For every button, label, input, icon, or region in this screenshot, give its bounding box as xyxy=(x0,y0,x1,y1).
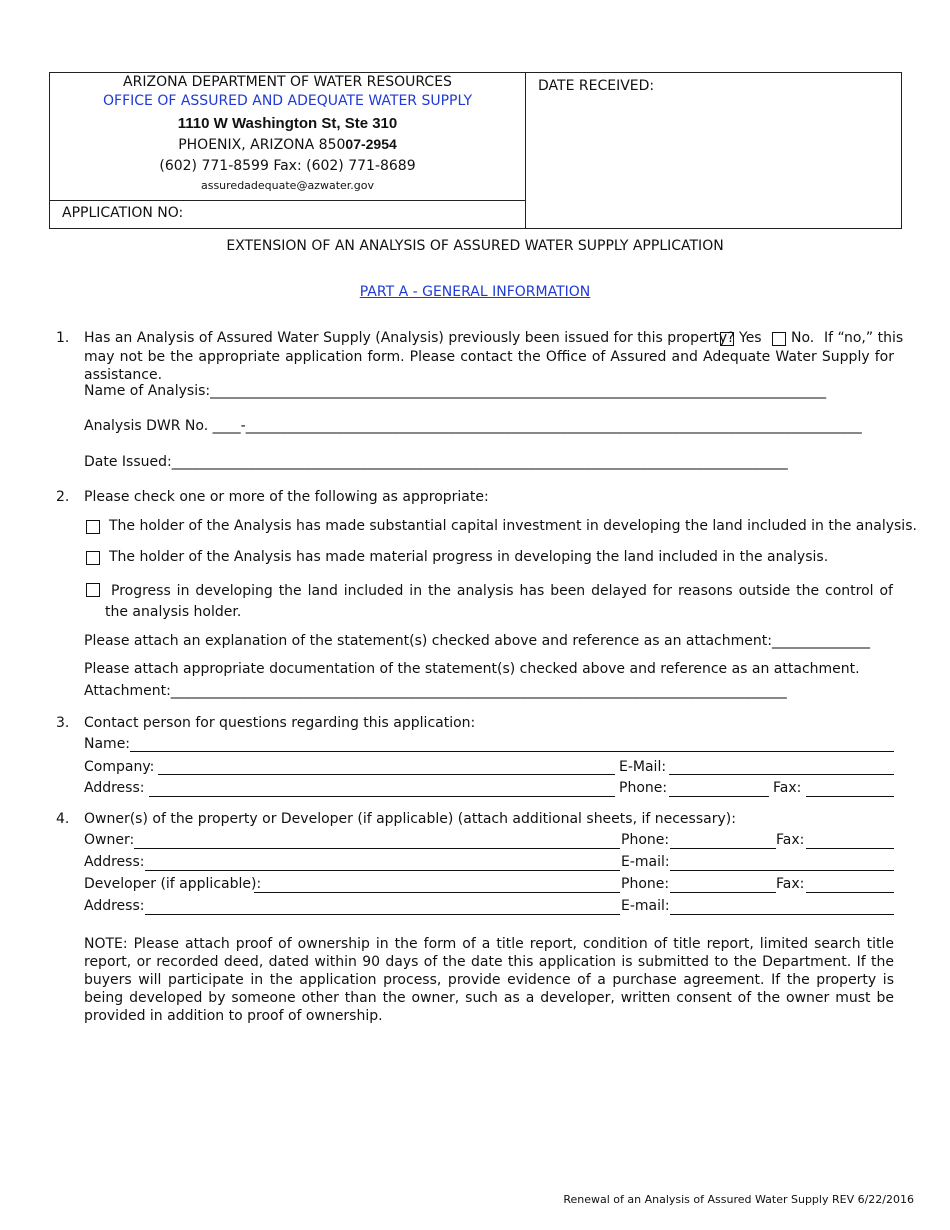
q2-option1-label: The holder of the Analysis has made substantial capital investment in developing the land included in the analysis. xyxy=(109,518,917,534)
q2-option2-checkbox[interactable] xyxy=(86,551,100,565)
ownership-note: NOTE: Please attach proof of ownership in the form of a title report, condition of title report, limited search title report, or recorded deed, dated within 90 days of the date this application is submitted to the Department. If the buyers will participate in the application process, provide evidence of a purchase agreement. If the property is being developed by someone other than the owner, such as a developer, written consent of the owner must be provided in addition to proof of ownership. xyxy=(84,936,894,1024)
q3-company-field[interactable] xyxy=(158,774,615,775)
q1-no-checkbox[interactable] xyxy=(772,332,786,346)
q3-number: 3. xyxy=(56,715,70,731)
q4-owner-email-label: E-mail: xyxy=(621,854,670,870)
q4-owner-address-field[interactable] xyxy=(145,870,620,871)
application-no-box[interactable] xyxy=(50,200,526,229)
q1-date-issued xyxy=(84,454,872,470)
q4-developer-fax-label: Fax: xyxy=(776,876,805,892)
city-prefix: PHOENIX, ARIZONA 850 xyxy=(178,137,346,153)
date-received-box[interactable] xyxy=(525,73,901,228)
q4-owner-phone-field[interactable] xyxy=(670,848,776,849)
q2-explanation-line[interactable]: Please attach an explanation of the statement(s) checked above and reference as an attachment:______________ xyxy=(84,633,870,649)
q3-fax-field[interactable] xyxy=(806,796,894,797)
q1-dwr-field[interactable]: ________________________________________________________________________________________ xyxy=(245,418,862,434)
q1-question: Has an Analysis of Assured Water Supply (Analysis) previously been issued for this property? xyxy=(84,330,735,346)
q3-email-label: E-Mail: xyxy=(619,759,667,775)
q1-dwr-no xyxy=(84,418,894,434)
q2-option2-label: The holder of the Analysis has made material progress in developing the land included in the analysis. xyxy=(109,549,829,565)
application-no-label: APPLICATION NO: xyxy=(62,205,184,221)
q1-if-no: If “no,” this xyxy=(824,330,904,346)
phone-fax: (602) 771-8599 Fax: (602) 771-8689 xyxy=(159,158,416,174)
q1-number: 1. xyxy=(56,330,70,346)
date-received-label: DATE RECEIVED: xyxy=(538,78,655,94)
q2-docs-line: Please attach appropriate documentation of the statement(s) checked above and reference as an attachment. xyxy=(84,661,860,677)
q2-number: 2. xyxy=(56,489,70,505)
q3-email-field[interactable] xyxy=(669,774,894,775)
part-a-label: PART A - GENERAL INFORMATION xyxy=(359,284,591,300)
q4-owner-fax-field[interactable] xyxy=(806,848,894,849)
q1-date-field[interactable]: ________________________________________________________________________________________ xyxy=(171,454,788,470)
office-name: OFFICE OF ASSURED AND ADEQUATE WATER SUPPLY xyxy=(103,93,472,109)
q4-developer-email-label: E-mail: xyxy=(621,898,670,914)
agency-block xyxy=(50,73,526,200)
q2-option3-checkbox[interactable] xyxy=(86,583,100,597)
q4-owner-phone-label: Phone: xyxy=(621,832,670,848)
q4-owner-address-label: Address: xyxy=(84,854,145,870)
q2-option1-checkbox[interactable] xyxy=(86,520,100,534)
q4-owner-label: Owner: xyxy=(84,832,135,848)
q2-attachment-field[interactable]: ________________________________________________________________________________________ xyxy=(170,683,787,699)
q4-developer-field[interactable] xyxy=(254,892,620,893)
form-title: EXTENSION OF AN ANALYSIS OF ASSURED WATER SUPPLY APPLICATION xyxy=(226,238,724,254)
header-box xyxy=(49,72,902,229)
form-footer: Renewal of an Analysis of Assured Water Supply REV 6/22/2016 xyxy=(563,1193,914,1206)
q2-attachment-label: Attachment: xyxy=(84,683,171,699)
q4-owner-email-field[interactable] xyxy=(670,870,894,871)
q3-address-field[interactable] xyxy=(149,796,615,797)
q3-question: Contact person for questions regarding this application: xyxy=(84,715,476,731)
city-line xyxy=(50,136,525,153)
q1-no-label: No. xyxy=(791,330,815,346)
q4-developer-email-field[interactable] xyxy=(670,914,894,915)
q4-developer-phone-label: Phone: xyxy=(621,876,670,892)
q3-phone-field[interactable] xyxy=(669,796,769,797)
q1-dwr-label: Analysis DWR No. ____- xyxy=(84,418,246,434)
q1-yes-checkbox[interactable] xyxy=(720,332,734,346)
q4-developer-address-field[interactable] xyxy=(145,914,620,915)
q1-name-field[interactable]: ________________________________________________________________________________________ xyxy=(210,383,827,399)
q3-address-label: Address: xyxy=(84,780,145,796)
street-address: 1110 W Washington St, Ste 310 xyxy=(177,115,398,132)
q1-yes-label: Yes xyxy=(739,330,762,346)
q1-line1 xyxy=(84,330,904,346)
q1-date-label: Date Issued: xyxy=(84,454,172,470)
q4-developer-label: Developer (if applicable): xyxy=(84,876,262,892)
q4-developer-address-label: Address: xyxy=(84,898,145,914)
q1-name-of-analysis xyxy=(84,383,894,399)
q4-developer-fax-field[interactable] xyxy=(806,892,894,893)
office-email: assuredadequate@azwater.gov xyxy=(200,179,375,192)
q2-option3-label: Progress in developing the land included in the analysis has been delayed for reasons outside the control of the analysis holder. xyxy=(105,583,893,620)
q3-company-label: Company: xyxy=(84,759,155,775)
q3-phone-label: Phone: xyxy=(619,780,668,796)
q2-question: Please check one or more of the following as appropriate: xyxy=(84,489,489,505)
q3-fax-label: Fax: xyxy=(773,780,802,796)
q1-line2: may not be the appropriate application form. Please contact the Office of Assured and Adequate Water Supply for assistance. xyxy=(84,349,894,383)
q1-name-label: Name of Analysis: xyxy=(84,383,211,399)
part-a-heading xyxy=(0,284,950,300)
q4-number: 4. xyxy=(56,811,70,827)
q4-developer-phone-field[interactable] xyxy=(670,892,776,893)
q4-owner-fax-label: Fax: xyxy=(776,832,805,848)
q3-name-field[interactable] xyxy=(130,751,894,752)
q2-attachment xyxy=(84,683,876,699)
zip-suffix: 07-2954 xyxy=(345,136,397,152)
agency-name: ARIZONA DEPARTMENT OF WATER RESOURCES xyxy=(123,74,452,90)
q4-owner-field[interactable] xyxy=(134,848,620,849)
q3-name-label: Name: xyxy=(84,736,131,752)
q4-question: Owner(s) of the property or Developer (if applicable) (attach additional sheets, if necessary): xyxy=(84,811,736,827)
